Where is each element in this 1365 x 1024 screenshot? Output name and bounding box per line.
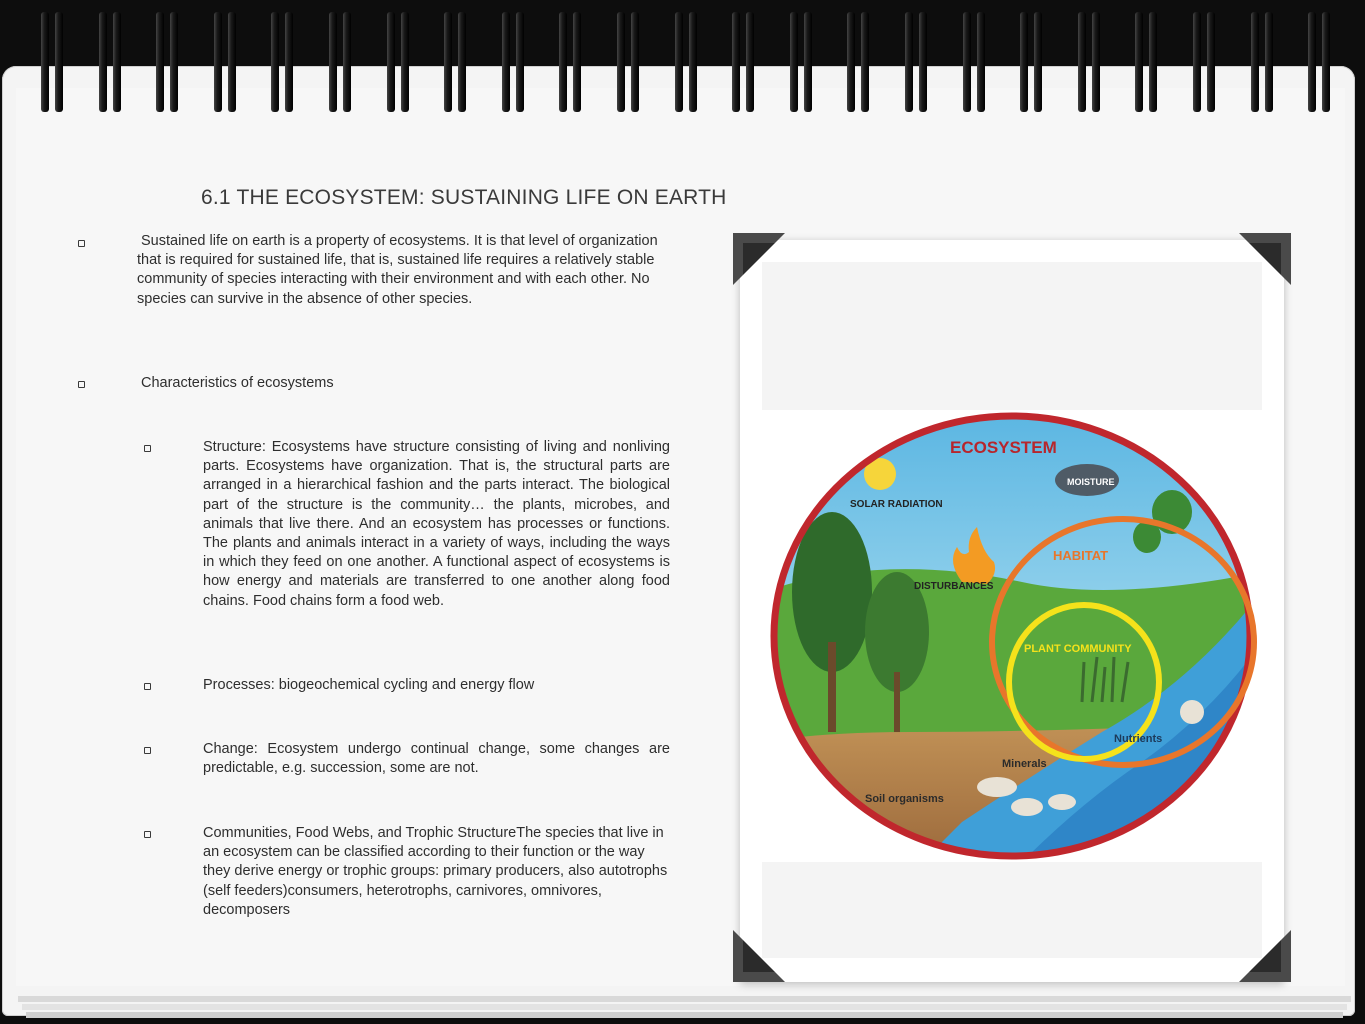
- spiral-ring: [499, 12, 529, 120]
- soil-label: Soil organisms: [865, 793, 944, 805]
- spiral-wire: [573, 12, 581, 112]
- spiral-ring: [556, 12, 586, 120]
- spiral-wire: [458, 12, 466, 112]
- spiral-wire: [516, 12, 524, 112]
- spiral-wire: [113, 12, 121, 112]
- page-edge: [26, 1012, 1343, 1018]
- spiral-wire: [502, 12, 510, 112]
- spiral-wire: [963, 12, 971, 112]
- sub-bullet-marker: [144, 445, 151, 452]
- spiral-ring: [787, 12, 817, 120]
- spiral-wire: [919, 12, 927, 112]
- minerals-label: Minerals: [1002, 758, 1047, 770]
- ecosystem-picture: [762, 262, 1262, 958]
- plant-community-label: PLANT COMMUNITY: [1024, 643, 1132, 655]
- disturbances-label: DISTURBANCES: [914, 581, 994, 592]
- spiral-ring: [153, 12, 183, 120]
- spiral-wire: [905, 12, 913, 112]
- change-paragraph: Change: Ecosystem undergo continual change, some changes are predictable, e.g. succession, some are not.: [203, 741, 670, 777]
- spiral-ring: [1075, 12, 1105, 120]
- sub-bullet-marker: [144, 747, 151, 754]
- spiral-wire: [847, 12, 855, 112]
- spiral-wire: [214, 12, 222, 112]
- moisture-label: MOISTURE: [1067, 477, 1115, 487]
- spiral-wire: [55, 12, 63, 112]
- habitat-label: HABITAT: [1053, 548, 1109, 563]
- spiral-wire: [343, 12, 351, 112]
- spiral-ring: [441, 12, 471, 120]
- spiral-ring: [1017, 12, 1047, 120]
- spiral-wire: [41, 12, 49, 112]
- spiral-wire: [689, 12, 697, 112]
- sub-bullet-marker: [144, 683, 151, 690]
- spiral-wire: [329, 12, 337, 112]
- nutrients-label: Nutrients: [1114, 733, 1163, 745]
- spiral-ring: [96, 12, 126, 120]
- spiral-ring: [211, 12, 241, 120]
- spiral-wire: [977, 12, 985, 112]
- spiral-wire: [617, 12, 625, 112]
- spiral-wire: [1092, 12, 1100, 112]
- spiral-wire: [559, 12, 567, 112]
- spiral-wire: [387, 12, 395, 112]
- spiral-wire: [444, 12, 452, 112]
- spiral-wire: [675, 12, 683, 112]
- page-title: 6.1 THE ECOSYSTEM: SUSTAINING LIFE ON EARTH: [201, 186, 727, 209]
- spiral-wire: [99, 12, 107, 112]
- spiral-wire: [746, 12, 754, 112]
- spiral-wire: [1149, 12, 1157, 112]
- characteristics-heading: Characteristics of ecosystems: [141, 375, 334, 391]
- structure-paragraph: Structure: Ecosystems have structure consisting of living and nonliving parts. Ecosystems have organization. That is, the structural parts are arranged in a hierarchical fashion and the parts interact. The biological part of the structure is the community… the plants, microbes, and animals that live there. And an ecosystem has processes or functions. The plants and animals interact in a variety of ways, including the ways in which they feed on one another. A functional aspect of ecosystems is how energy and materials are transferred to one another along food chains. Food chains form a food web.: [203, 439, 670, 609]
- solar-label: SOLAR RADIATION: [850, 499, 943, 510]
- spiral-ring: [326, 12, 356, 120]
- spiral-wire: [285, 12, 293, 112]
- bullet-marker: [78, 240, 85, 247]
- spiral-ring: [268, 12, 298, 120]
- spiral-ring: [672, 12, 702, 120]
- processes-paragraph: Processes: biogeochemical cycling and energy flow: [203, 677, 535, 693]
- bullet-marker: [78, 381, 85, 388]
- spiral-wire: [1265, 12, 1273, 112]
- photo-corner: [1239, 233, 1291, 285]
- spiral-wire: [1020, 12, 1028, 112]
- spiral-ring: [960, 12, 990, 120]
- spiral-wire: [1034, 12, 1042, 112]
- spiral-wire: [156, 12, 164, 112]
- spiral-ring: [384, 12, 414, 120]
- spiral-ring: [902, 12, 932, 120]
- spiral-ring: [614, 12, 644, 120]
- spiral-wire: [1308, 12, 1316, 112]
- page-edge: [22, 1004, 1347, 1010]
- spiral-wire: [1135, 12, 1143, 112]
- spiral-wire: [228, 12, 236, 112]
- spiral-ring: [729, 12, 759, 120]
- spiral-wire: [1193, 12, 1201, 112]
- photo-corner: [733, 930, 785, 982]
- spiral-ring: [844, 12, 874, 120]
- spiral-wire: [1078, 12, 1086, 112]
- spiral-ring: [1305, 12, 1335, 120]
- page-edge: [18, 996, 1351, 1002]
- spiral-ring: [1248, 12, 1278, 120]
- spiral-wire: [1251, 12, 1259, 112]
- spiral-ring: [38, 12, 68, 120]
- spiral-wire: [170, 12, 178, 112]
- diagram-title: ECOSYSTEM: [950, 438, 1057, 457]
- intro-paragraph: Sustained life on earth is a property of ecosystems. It is that level of organization that is required for sustained life, that is, sustained life requires a relatively stable community of species interacting with their environment and with each other. No species can survive in the absence of other species.: [137, 233, 658, 307]
- spiral-wire: [732, 12, 740, 112]
- sub-bullet-marker: [144, 831, 151, 838]
- spiral-wire: [401, 12, 409, 112]
- photo-corner: [1239, 930, 1291, 982]
- spiral-wire: [631, 12, 639, 112]
- spiral-ring: [1132, 12, 1162, 120]
- spiral-wire: [804, 12, 812, 112]
- spiral-wire: [1322, 12, 1330, 112]
- spiral-wire: [271, 12, 279, 112]
- spiral-wire: [1207, 12, 1215, 112]
- spiral-wire: [790, 12, 798, 112]
- spiral-wire: [861, 12, 869, 112]
- spiral-ring: [1190, 12, 1220, 120]
- ecosystem-diagram: [762, 262, 1262, 958]
- communities-paragraph: Communities, Food Webs, and Trophic StructureThe species that live in an ecosystem can be classified according to their function or the way they derive energy or trophic groups: primary producers, also autotrophs (self feeders)consumers, heterotrophs, carnivores, omnivores, decomposers: [203, 825, 668, 918]
- photo-corner: [733, 233, 785, 285]
